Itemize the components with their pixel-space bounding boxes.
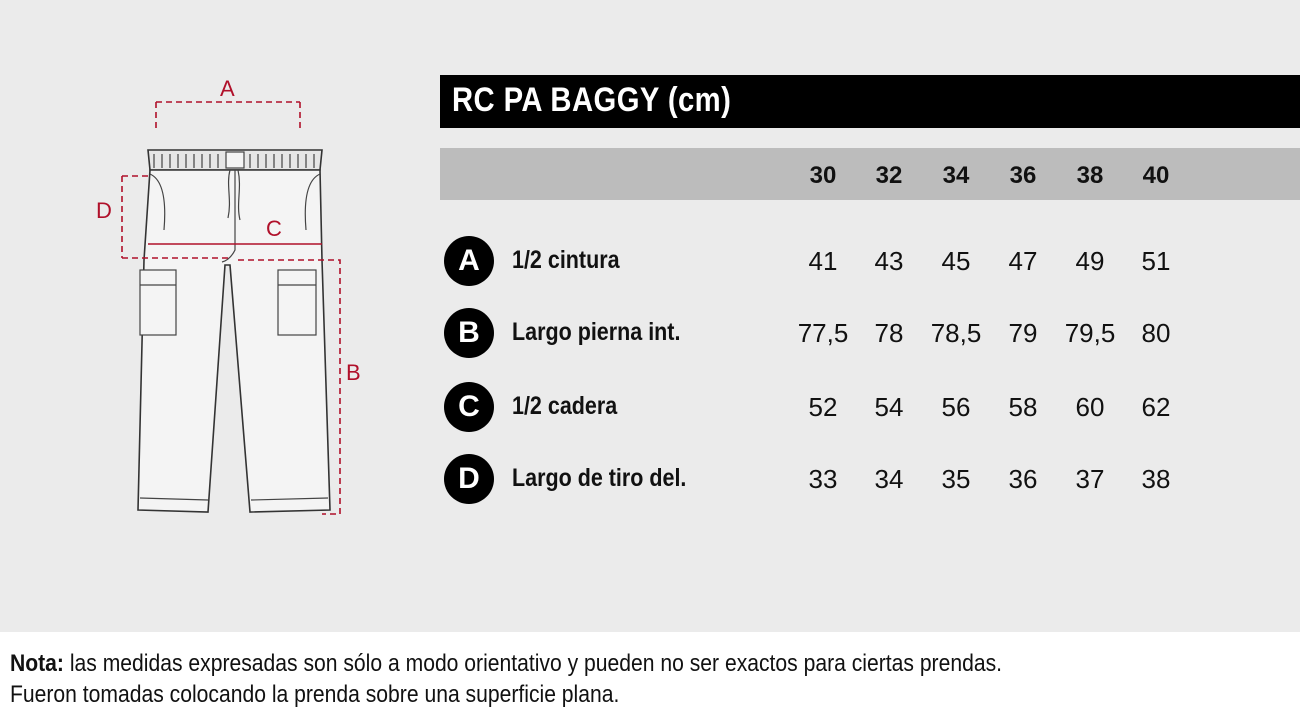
table-cell: 43 xyxy=(874,246,904,276)
diagram-label-d: D xyxy=(96,198,112,223)
row-label: Largo pierna int. xyxy=(512,318,681,346)
table-cell: 52 xyxy=(808,392,838,422)
size-header-40: 40 xyxy=(1142,162,1170,189)
table-row xyxy=(0,382,1300,430)
table-cell: 35 xyxy=(941,464,971,494)
chart-title: RC PA BAGGY (cm) xyxy=(452,81,732,119)
diagram-label-b: B xyxy=(346,360,361,385)
table-cell: 62 xyxy=(1141,392,1171,422)
table-cell: 51 xyxy=(1141,246,1171,276)
size-header-30: 30 xyxy=(809,162,837,189)
table-cell: 33 xyxy=(808,464,838,494)
table-cell: 47 xyxy=(1008,246,1038,276)
table-cell: 54 xyxy=(874,392,904,422)
row-label: 1/2 cintura xyxy=(512,246,620,274)
table-cell: 36 xyxy=(1008,464,1038,494)
row-letter-badge: D xyxy=(444,454,494,504)
footnote-text-1: las medidas expresadas son sólo a modo orientativo y pueden no ser exactos para ciertas prendas. xyxy=(63,650,1003,677)
row-letter-badge: C xyxy=(444,382,494,432)
title-bar xyxy=(440,75,1300,128)
row-letter-badge: B xyxy=(444,308,494,358)
table-cell: 60 xyxy=(1075,392,1105,422)
diagram-label-c: C xyxy=(266,216,282,241)
table-row xyxy=(0,454,1300,502)
footnote-prefix: Nota: xyxy=(10,650,64,677)
row-label: Largo de tiro del. xyxy=(512,464,687,492)
table-cell: 41 xyxy=(808,246,838,276)
table-cell: 58 xyxy=(1008,392,1038,422)
diagram-label-a: A xyxy=(220,76,235,101)
table-cell: 56 xyxy=(941,392,971,422)
footnote-line-2: Fueron tomadas colocando la prenda sobre una superficie plana. xyxy=(10,681,620,708)
table-cell: 79,5 xyxy=(1064,318,1116,348)
size-header-32: 32 xyxy=(875,162,903,189)
row-letter-badge: A xyxy=(444,236,494,286)
footnote-line-1 xyxy=(10,648,1002,679)
table-cell: 45 xyxy=(941,246,971,276)
table-cell: 77,5 xyxy=(797,318,849,348)
table-cell: 49 xyxy=(1075,246,1105,276)
table-cell: 38 xyxy=(1141,464,1171,494)
measure-a xyxy=(156,102,300,128)
size-header-34: 34 xyxy=(942,162,970,189)
table-cell: 37 xyxy=(1075,464,1105,494)
size-header-38: 38 xyxy=(1076,162,1104,189)
table-cell: 80 xyxy=(1141,318,1171,348)
table-cell: 78 xyxy=(874,318,904,348)
footnote xyxy=(10,648,1002,710)
table-row xyxy=(0,308,1300,356)
table-cell: 34 xyxy=(874,464,904,494)
table-cell: 78,5 xyxy=(930,318,982,348)
row-label: 1/2 cadera xyxy=(512,392,618,420)
table-cell: 79 xyxy=(1008,318,1038,348)
table-row xyxy=(0,236,1300,284)
size-header-36: 36 xyxy=(1009,162,1037,189)
